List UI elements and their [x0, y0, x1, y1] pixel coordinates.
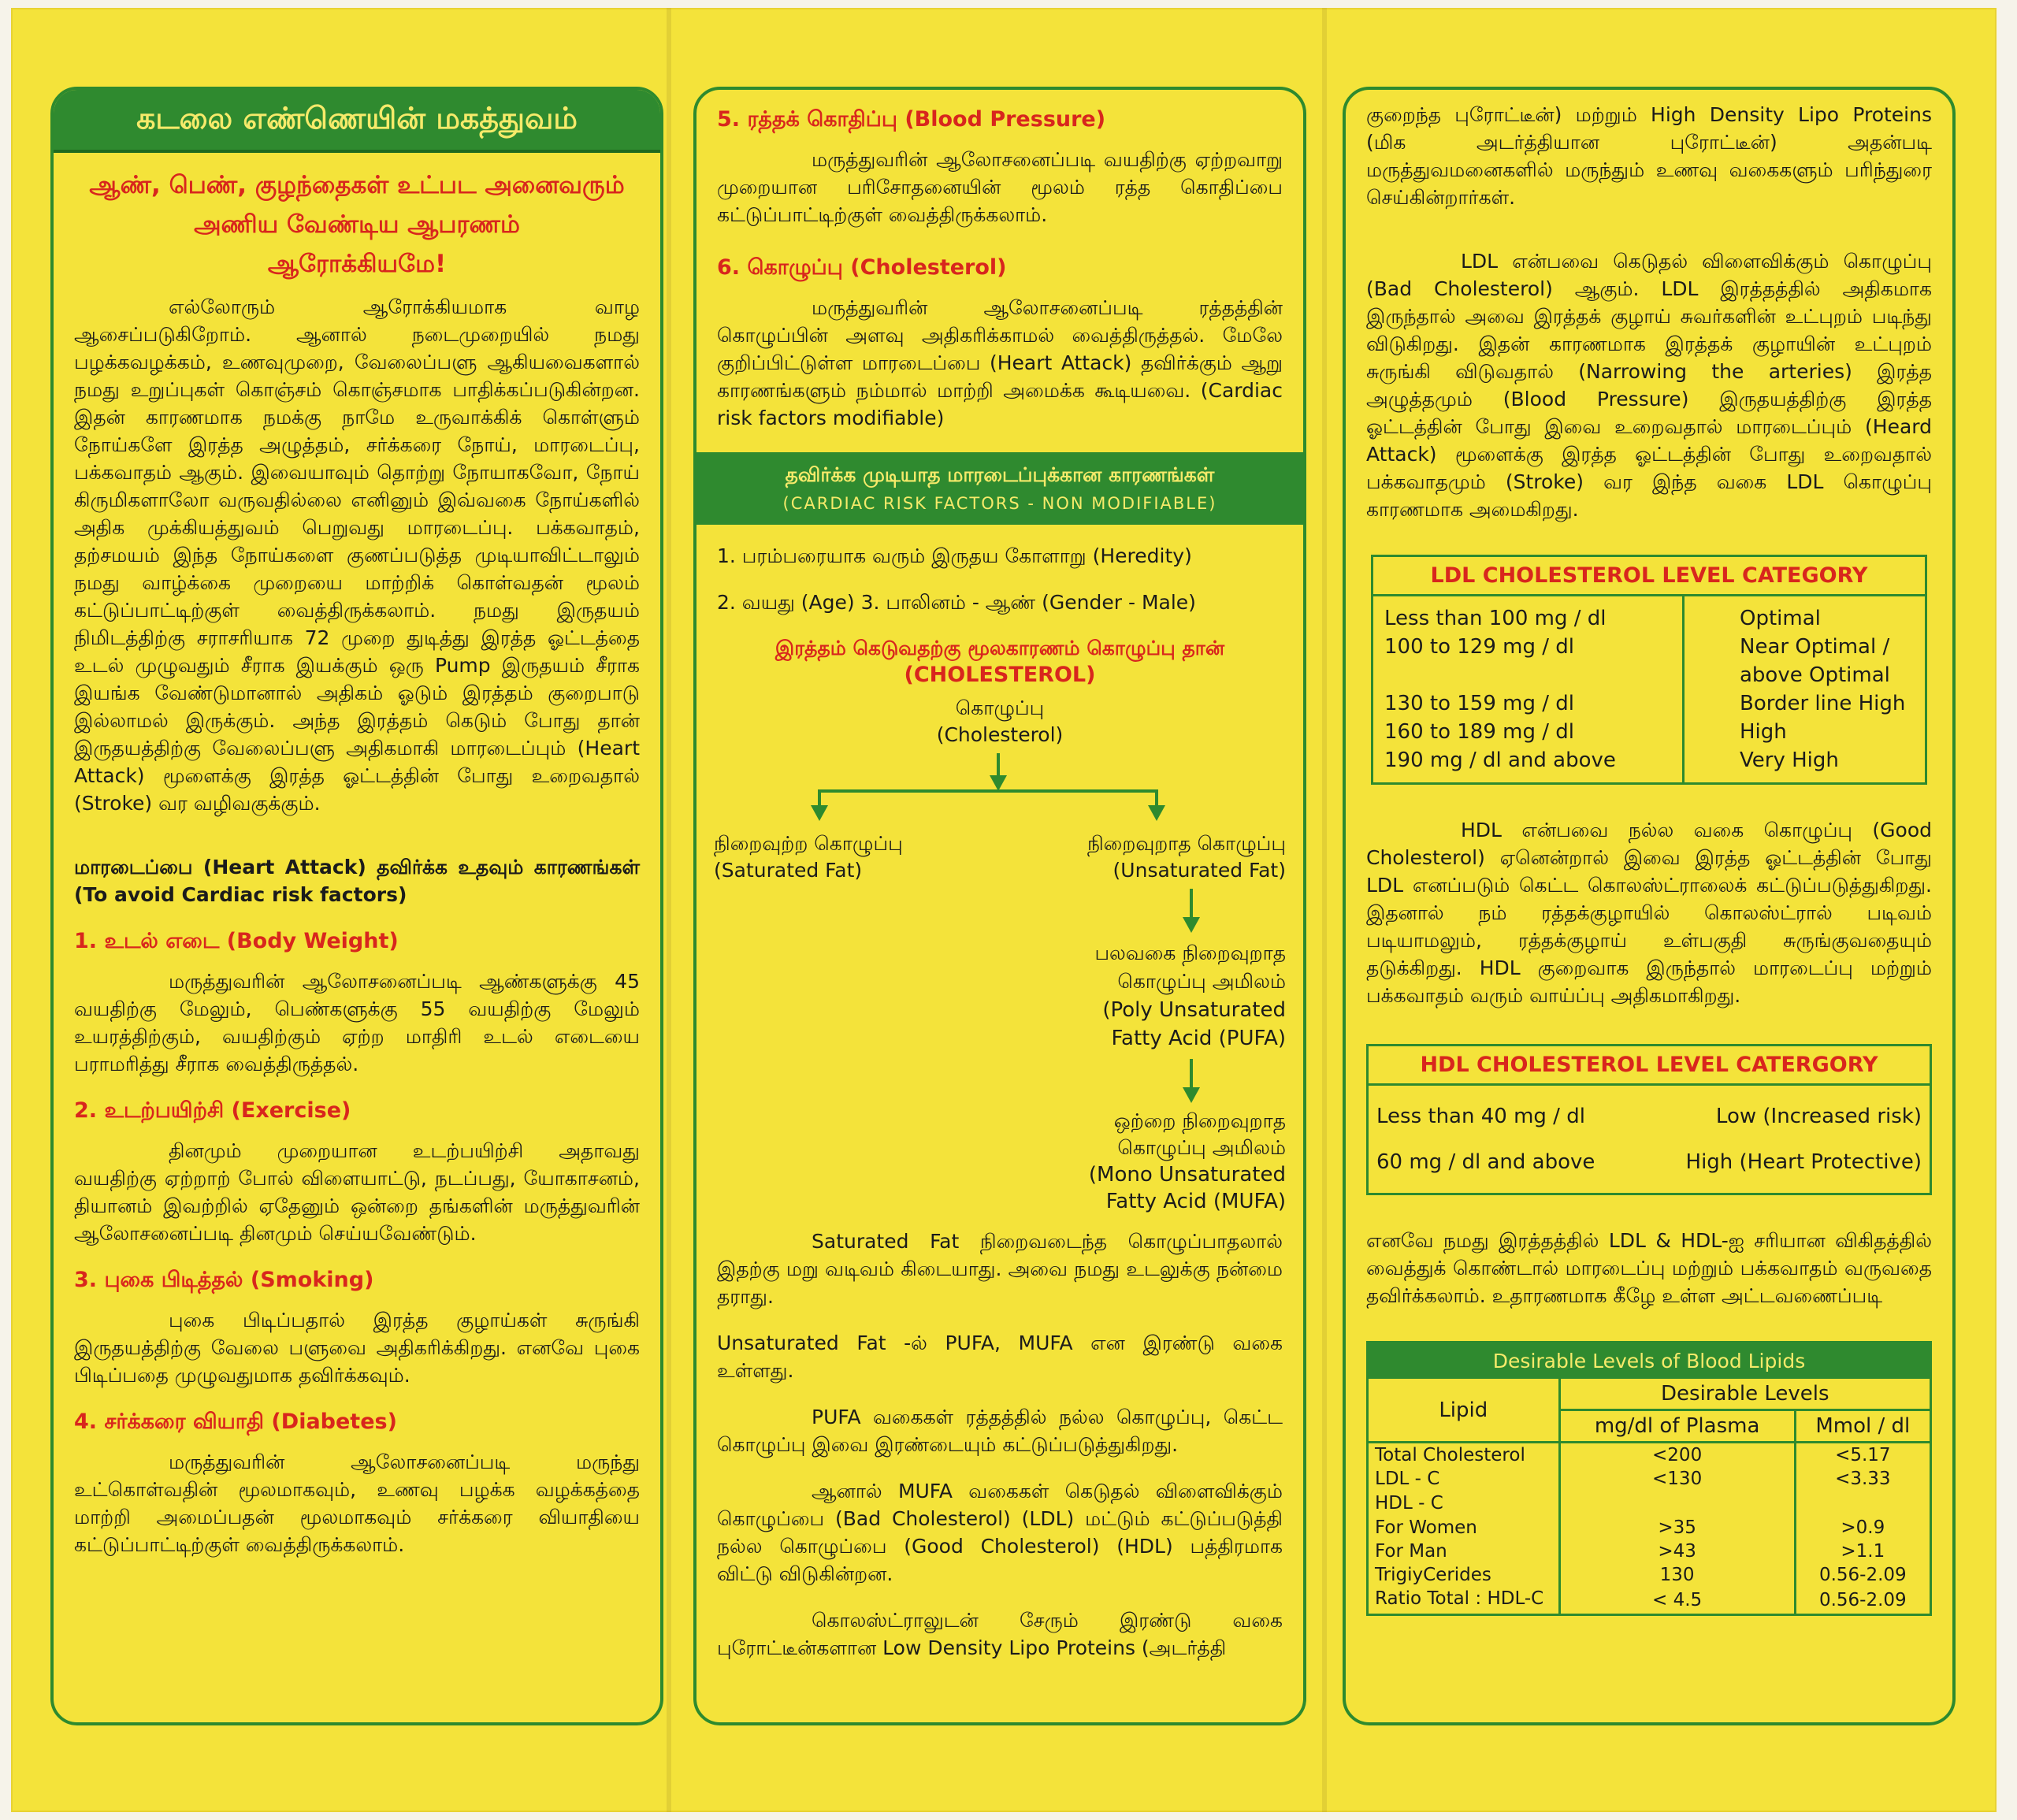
- mufa-node: [1089, 1108, 1286, 1215]
- root-label-en: (Cholesterol): [936, 723, 1064, 746]
- ldl-range: 190 mg / dl and above: [1384, 748, 1616, 772]
- lipid-row: [1369, 1443, 1930, 1468]
- lipid-row: [1369, 1563, 1930, 1587]
- ldl-table-title: LDL CHOLESTEROL LEVEL CATEGORY: [1373, 557, 1925, 596]
- mmol-header: Mmol / dl: [1795, 1410, 1930, 1443]
- ldl-category: High: [1740, 720, 1787, 744]
- mid-para: PUFA வகைகள் ரத்தத்தில் நல்ல கொழுப்பு, கெட்ட கொழுப்பு இவை இரண்டையும் கட்டுப்படுத்துகிறது.: [717, 1406, 1283, 1456]
- hdl-category: Low (Increased risk): [1715, 1105, 1922, 1128]
- fat-diagram: [696, 689, 1303, 1216]
- ldl-table: [1371, 555, 1927, 785]
- ldl-range: 160 to 189 mg / dl: [1384, 720, 1574, 744]
- lipid-mmol: >1.1: [1841, 1541, 1885, 1562]
- diagram-root: [870, 695, 1130, 748]
- ldl-category: Border line High: [1740, 692, 1906, 715]
- right-para: HDL என்பவை நல்ல வகை கொழுப்பு (Good Cholesterol) ஏனென்றால் இவை இரத்த ஓட்டத்தின் போது LDL எனப்படும் கெட்ட கொலஸ்ட்ராலைக் கட்டுப்படுத்துகிறது. இதனால் நம் ரத்தக்குழாயில் கொலஸ்ட்ரால் படிவம் படியாமலும், ரத்தக்குழாய் உள்பகுதி சுருங்குவதையும் தடுக்கிறது. HDL குறைவாக இருந்தால் மாரடைப்பு மற்றும் பக்கவாதம் வரும் வாய்ப்பு அதிகமாகிறது.: [1366, 819, 1932, 1007]
- lipid-name: Ratio Total : HDL-C: [1369, 1587, 1559, 1614]
- sat-label-en: (Saturated Fat): [714, 859, 863, 882]
- lipid-name: Total Cholesterol: [1369, 1443, 1559, 1468]
- mufa-line: (Mono Unsaturated: [1088, 1163, 1286, 1187]
- bp-body: மருத்துவரின் ஆலோசனைப்படி வயதிற்கு ஏற்றவாறு முறையான பரிசோதனையின் மூலம் ரத்த கொதிப்பை கட்டுப்பாட்டிற்குள் வைத்திருக்கலாம்.: [717, 148, 1283, 226]
- unsat-label-ta: நிறைவுறாத கொழுப்பு: [1087, 832, 1286, 855]
- mid-para: ஆனால் MUFA வகைகள் கெடுதல் விளைவிக்கும் கொழுப்பை (Bad Cholesterol) (LDL) மட்டும் கட்டுப்படுத்தி நல்ல கொழுப்பை (Good Cholesterol) (HDL) பத்திரமாக விட்டு விடுகின்றன.: [717, 1480, 1283, 1585]
- section-body: மருத்துவரின் ஆலோசனைப்படி ஆண்களுக்கு 45 வயதிற்கு மேலும், பெண்களுக்கு 55 வயதிற்கு மேலும் உயரத்திற்கும், வயதிற்கும் ஏற்ற மாதிரி உடல் எடையை பராமரித்து சீராக வைத்திருத்தல்.: [74, 970, 640, 1075]
- lipid-mg: 130: [1559, 1563, 1795, 1587]
- lipid-mg: >43: [1559, 1540, 1795, 1563]
- lipid-mmol: >0.9: [1841, 1517, 1885, 1538]
- arrow-line: [1190, 1059, 1193, 1089]
- hdl-row: [1369, 1139, 1930, 1193]
- lipid-table: [1366, 1341, 1932, 1616]
- cause-line2: (CHOLESTEROL): [904, 663, 1096, 687]
- cholesterol-title: 6. கொழுப்பு (Cholesterol): [717, 255, 1007, 280]
- lipid-name: HDL - C: [1369, 1491, 1559, 1516]
- hdl-table-title: HDL CHOLESTEROL LEVEL CATERGORY: [1369, 1046, 1930, 1086]
- right-para: LDL என்பவை கெடுதல் விளைவிக்கும் கொழுப்பு (Bad Cholesterol) ஆகும். LDL இரத்தத்தில் அதிகமாக இருந்தால் அவை இரத்தக் குழாய் சுவர்களின் உட்புறம் படிந்து விடுகிறது. இதன் காரணமாக இரத்தக் குழாயின் உட்புறம் சுருங்கி விடுவதால் (Narrowing the arteries) இரத்த அழுத்தமும் (Blood Pressure) இருதயத்திற்கு இரத்த ஓட்டத்தின் போது இவை உறைவதால் மாரடைப்பும் (Heard Attack) மூளைக்கு இரத்த ஓட்டத்தின் போது உறைவதால் பக்கவாதமும் (Stroke) வர இந்த வகை LDL கொழுப்பு காரணமாக அமைகிறது.: [1366, 250, 1932, 521]
- left-sub1: ஆண், பெண், குழந்தைகள் உட்பட அனைவரும்: [89, 171, 625, 199]
- middle-panel: [693, 87, 1306, 1725]
- lipid-row: [1369, 1491, 1930, 1516]
- arrow-head: [811, 805, 828, 821]
- lipid-mmol: <5.17: [1835, 1445, 1891, 1465]
- arrow-head: [990, 775, 1007, 791]
- non-modifiable-banner: [696, 452, 1303, 525]
- ldl-range: 130 to 159 mg / dl: [1384, 692, 1574, 715]
- pufa-line: கொழுப்பு அமிலம்: [1117, 970, 1286, 993]
- ldl-range: Less than 100 mg / dl: [1384, 607, 1607, 630]
- bp-title: 5. ரத்தக் கொதிப்பு (Blood Pressure): [717, 107, 1106, 132]
- hdl-range: Less than 40 mg / dl: [1376, 1105, 1585, 1128]
- lipid-row: [1369, 1516, 1930, 1540]
- right-para: குறைந்த புரோட்டீன்) மற்றும் High Density Lipo Proteins (மிக அடர்த்தியான புரோட்டீன்) அதன்படி மருத்துவமனைகளில் மருந்தும் உணவு வகைகளும் பரிந்துரை செய்கின்றார்கள்.: [1366, 103, 1932, 209]
- arrow-line: [1190, 889, 1193, 919]
- cholesterol-body: மருத்துவரின் ஆலோசனைப்படி ரத்தத்தின் கொழுப்பின் அளவு அதிகரிக்காமல் வைத்திருத்தல். மேலே குறிப்பிட்டுள்ள மாரடைப்பை (Heart Attack) தவிர்க்கும் ஆறு காரணங்களும் நம்மால் மாற்றி அமைக்க கூடியவை. (Cardiac risk factors modifiable): [717, 296, 1283, 429]
- mufa-line: கொழுப்பு அமிலம்: [1117, 1136, 1286, 1159]
- lipid-name: For Women: [1369, 1516, 1559, 1540]
- fold-line: [667, 8, 671, 1812]
- mid-para: கொலஸ்ட்ராலுடன் சேரும் இரண்டு வகை புரோட்டீன்களான Low Density Lipo Proteins (அடர்த்தி: [717, 1609, 1283, 1659]
- arrow-line: [1155, 789, 1158, 807]
- lipid-name: For Man: [1369, 1540, 1559, 1563]
- mufa-line: Fatty Acid (MUFA): [1105, 1190, 1286, 1213]
- pufa-line: (Poly Unsaturated: [1102, 998, 1286, 1022]
- section-body: புகை பிடிப்பதால் இரத்த குழாய்கள் சுருங்கி இருதயத்திற்கு வேலை பளுவை அதிகரிக்கிறது. எனவே புகை பிடிப்பதை முழுவதுமாக தவிர்க்கவும்.: [74, 1309, 640, 1387]
- arrow-head: [1183, 1087, 1200, 1103]
- left-panel: [50, 87, 663, 1725]
- lipid-mmol: 0.56-2.09: [1818, 1590, 1907, 1610]
- lipid-header: Lipid: [1369, 1379, 1559, 1443]
- lipid-mmol: [1795, 1491, 1930, 1516]
- nm-banner-line2: (CARDIAC RISK FACTORS - NON MODIFIABLE): [782, 494, 1217, 513]
- fold-line: [1322, 8, 1327, 1812]
- lipid-mg: <200: [1559, 1443, 1795, 1468]
- unsat-label-en: (Unsaturated Fat): [1113, 859, 1286, 882]
- ldl-range: 100 to 129 mg / dl: [1384, 635, 1574, 659]
- left-intro: எல்லோரும் ஆரோக்கியமாக வாழ ஆசைப்படுகிறோம். ஆனால் நடைமுறையில் நமது பழக்கவழக்கம், உணவுமுறை, வேலைப்பளு ஆகியவைகளால் நமது உறுப்புகள் கொஞ்சம் கொஞ்சமாக பாதிக்கப்படுகின்றன. இதன் காரணமாக நமக்கு நாமே உருவாக்கிக் கொள்ளும் நோய்களே இரத்த அழுத்தம், சர்க்கரை நோய், மாரடைப்பு, பக்கவாதம் ஆகும். இவையாவும் தொற்று நோயாகவோ, நோய் கிருமிகளாலோ வருவதில்லை எனினும் இவ்வகை நோய்களில் அதிக முக்கியத்துவம் பெறுவது மாரடைப்பு. பக்கவாதம், தற்சமயம் இந்த நோய்களை குணப்படுத்த முடியாவிட்டாலும் நமது வாழ்க்கை முறையை மாற்றிக் கொள்வதன் மூலம் கட்டுப்பாட்டிற்குள் வைத்திருக்கலாம். நமது இருதயம் நிமிடத்திற்கு சராசரியாக 72 முறை துடித்து இரத்த ஓட்டத்தை உடல் முழுவதும் சீராக இயக்கும் ஒரு Pump இருதயம் சீராக இயங்க வேண்டுமானால் அதிகம் ஓடும் இரத்தம் குறைபாடு இல்லாமல் இருக்கும். அந்த இரத்தம் கெடும் போது தான் இருதயத்திற்கு வேலைப்பளு அதிகமாகி மாரடைப்பும் (Heart Attack) மூளைக்கு இரத்த ஓட்டத்தின் போது உறைவதால் (Stroke) வர வழிவகுக்கும்.: [74, 295, 640, 815]
- hdl-row: [1369, 1086, 1930, 1139]
- unsaturated-node: [1087, 830, 1286, 884]
- sat-label-ta: நிறைவுற்ற கொழுப்பு: [714, 832, 903, 855]
- right-para: எனவே நமது இரத்தத்தில் LDL & HDL-ஐ சரியான விகிதத்தில் வைத்துக் கொண்டால் மாரடைப்பு மற்றும் பக்கவாதம் வருவதை தவிர்க்கலாம். உதாரணமாக கீழே உள்ள அட்டவணைப்படி: [1366, 1229, 1932, 1307]
- arrow-line: [997, 753, 1000, 777]
- section-title: 2. உடற்பயிற்சி (Exercise): [74, 1098, 351, 1123]
- lipid-table-title: Desirable Levels of Blood Lipids: [1369, 1343, 1930, 1379]
- arrow-line: [818, 789, 821, 807]
- ldl-category: above Optimal: [1740, 663, 1890, 687]
- lipid-mg: [1559, 1491, 1795, 1516]
- ldl-category: Very High: [1740, 748, 1839, 772]
- lipid-mmol: 0.56-2.09: [1818, 1565, 1907, 1585]
- lipid-row: [1369, 1587, 1930, 1614]
- nm-item: 2. வயது (Age) 3. பாலினம் - ஆண் (Gender - Male): [717, 591, 1196, 614]
- lipid-grid: [1369, 1379, 1930, 1614]
- ldl-category: Near Optimal /: [1740, 635, 1890, 659]
- left-sub2: அணிய வேண்டிய ஆபரணம்: [194, 210, 520, 239]
- lipid-mg: < 4.5: [1559, 1587, 1795, 1614]
- hdl-table: [1366, 1044, 1932, 1195]
- nm-item: 1. பரம்பரையாக வரும் இருதய கோளாறு (Heredity): [717, 544, 1192, 567]
- lipid-name: TrigiyCerides: [1369, 1563, 1559, 1587]
- pufa-node: [1094, 939, 1286, 1053]
- mid-para: Saturated Fat நிறைவடைந்த கொழுப்பாதலால் இதற்கு மறு வடிவம் கிடையாது. அவை நமது உடலுக்கு நன்மை தராது.: [717, 1230, 1283, 1308]
- desirable-header: Desirable Levels: [1559, 1379, 1930, 1410]
- root-label-ta: கொழுப்பு: [955, 696, 1045, 719]
- lipid-name: LDL - C: [1369, 1467, 1559, 1491]
- section-body: மருத்துவரின் ஆலோசனைப்படி மருந்து உட்கொள்வதின் மூலமாகவும், உணவு பழக்க வழக்கத்தை மாற்றி அமைப்பதன் மூலமாகவும் சர்க்கரை வியாதியை கட்டுப்பாட்டிற்குள் வைத்திருக்கலாம்.: [74, 1450, 640, 1556]
- hdl-range: 60 mg / dl and above: [1376, 1150, 1595, 1174]
- ldl-category-col: [1685, 596, 1925, 782]
- section-title: 1. உடல் எடை (Body Weight): [74, 929, 399, 953]
- arrow-head: [1183, 917, 1200, 933]
- ldl-range-col: [1373, 596, 1685, 782]
- right-panel: [1343, 87, 1956, 1725]
- leaflet-sheet: [11, 8, 1997, 1812]
- left-sub3: ஆரோக்கியமே!: [267, 250, 447, 278]
- nm-banner-line1: தவிர்க்க முடியாத மாரடைப்புக்கான காரணங்கள்: [785, 463, 1215, 486]
- hdl-category: High (Heart Protective): [1685, 1150, 1922, 1174]
- section-body: தினமும் முறையான உடற்பயிற்சி அதாவது வயதிற்கு ஏற்றாற் போல் விளையாட்டு, நடப்பது, யோகாசனம், தியானம் இவற்றில் ஏதேனும் ஒன்றை தங்களின் மருத்துவரின் ஆலோசனைப்படி தினமும் செய்யவேண்டும்.: [74, 1139, 640, 1245]
- section-title: 3. புகை பிடித்தல் (Smoking): [74, 1268, 374, 1292]
- arrow-line: [818, 789, 1157, 793]
- lipid-mmol: <3.33: [1835, 1469, 1891, 1489]
- mid-para: Unsaturated Fat -ல் PUFA, MUFA என இரண்டு வகை உள்ளது.: [717, 1332, 1283, 1382]
- pufa-line: Fatty Acid (PUFA): [1111, 1027, 1286, 1050]
- avoid-heading: மாரடைப்பை (Heart Attack) தவிர்க்க உதவும் காரணங்கள் (To avoid Cardiac risk factors): [74, 856, 640, 906]
- lipid-row: [1369, 1467, 1930, 1491]
- mg-header: mg/dl of Plasma: [1559, 1410, 1795, 1443]
- saturated-node: [714, 830, 903, 884]
- ldl-category: Optimal: [1740, 607, 1821, 630]
- mufa-line: ஒற்றை நிறைவுறாத: [1113, 1109, 1286, 1132]
- lipid-mg: >35: [1559, 1516, 1795, 1540]
- arrow-head: [1148, 805, 1165, 821]
- pufa-line: பலவகை நிறைவுறாத: [1094, 942, 1286, 964]
- left-banner: கடலை எண்ணெயின் மகத்துவம்: [54, 90, 660, 153]
- section-title: 4. சர்க்கரை வியாதி (Diabetes): [74, 1410, 397, 1434]
- cause-line1: இரத்தம் கெடுவதற்கு மூலகாரணம் கொழுப்பு தான்: [774, 637, 1225, 659]
- lipid-row: [1369, 1540, 1930, 1563]
- ldl-range: [1384, 661, 1671, 689]
- lipid-mg: <130: [1559, 1467, 1795, 1491]
